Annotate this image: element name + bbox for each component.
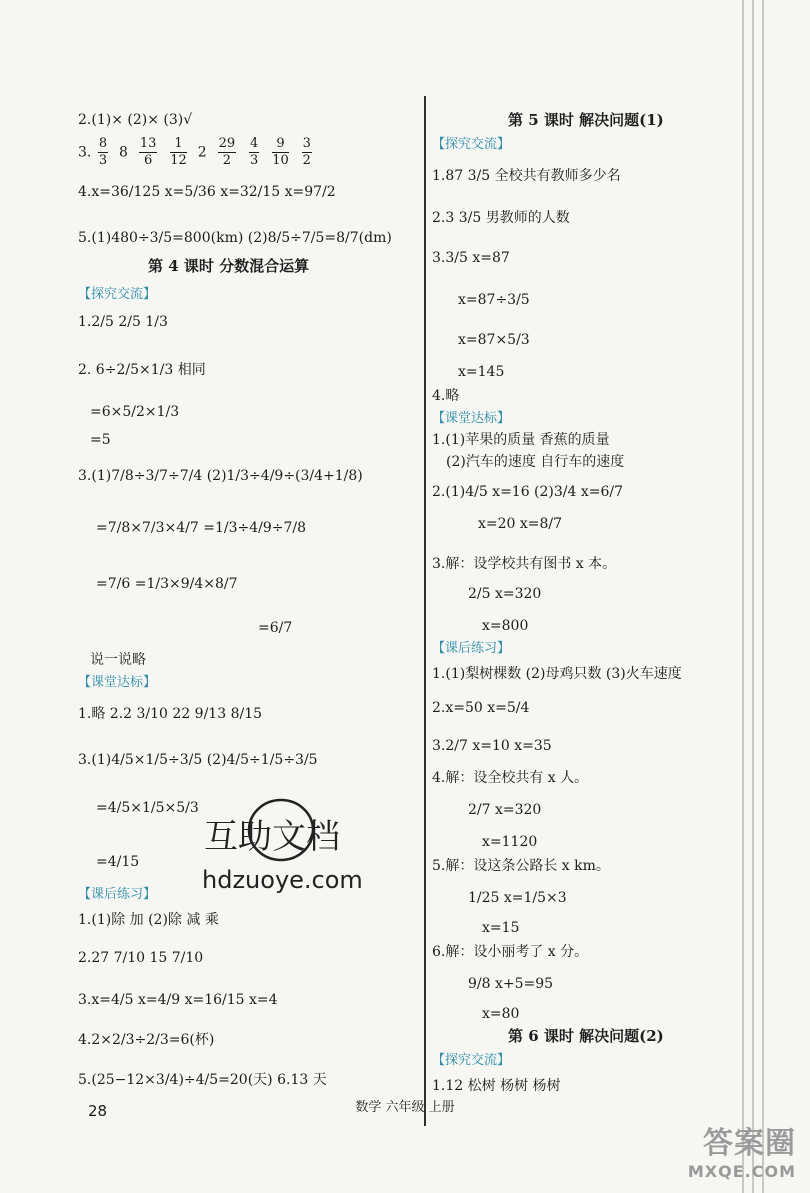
answer-line: 4.x=36/125 x=5/36 x=32/15 x=97/2 — [78, 184, 336, 200]
section-tag: 【课堂达标】 — [432, 411, 511, 426]
watermark-line2: MXQE.COM — [687, 1162, 796, 1181]
answer-line: 3.2/7 x=10 x=35 — [432, 738, 552, 754]
answer-line: 9/8 x+5=95 — [468, 976, 554, 992]
answer-line: x=87×5/3 — [458, 332, 530, 348]
fraction — [98, 136, 108, 169]
answer-line: =7/6 =1/3×9/4×8/7 — [96, 576, 238, 592]
answer-line — [78, 136, 314, 169]
answer-line: =6×5/2×1/3 — [90, 404, 180, 420]
answer-line: 4.略 — [432, 388, 460, 404]
lesson-heading: 第 4 课时 分数混合运算 — [148, 257, 310, 275]
answer-line: 2/7 x=320 — [468, 802, 542, 818]
stamp-line2: hdzuoye.com — [202, 866, 363, 894]
fraction — [302, 136, 312, 169]
answer-line: 5.(1)480÷3/5=800(km) (2)8/5÷7/5=8/7(dm) — [78, 230, 392, 246]
answer-line: 1.87 3/5 全校共有教师多少名 — [432, 168, 621, 184]
answer-line: 3.3/5 x=87 — [432, 250, 510, 266]
answer-line: 1.(1)除 加 (2)除 减 乘 — [78, 912, 219, 928]
answer-line: 2.(1)4/5 x=16 (2)3/4 x=6/7 — [432, 484, 624, 500]
answer-line: x=80 — [482, 1006, 520, 1022]
numerator: 13 — [139, 136, 157, 151]
lesson-heading: 第 5 课时 解决问题(1) — [508, 111, 664, 129]
page-edge — [742, 0, 744, 1193]
denominator: 10 — [272, 153, 289, 168]
answer-line: x=87÷3/5 — [458, 292, 530, 308]
page-footer: 数学 六年级 上册 — [355, 1100, 455, 1115]
stamp-line1: 互助文档 — [204, 817, 340, 857]
numerator: 29 — [218, 136, 236, 151]
answer-line: 2.x=50 x=5/4 — [432, 700, 530, 716]
answer-line: 1.(1)苹果的质量 香蕉的质量 — [432, 432, 610, 448]
answer-line: 3.x=4/5 x=4/9 x=16/15 x=4 — [78, 992, 278, 1008]
answer-line: 1.(1)梨树棵数 (2)母鸡只数 (3)火车速度 — [432, 666, 682, 682]
answer-line: 5.解：设这条公路长 x km。 — [432, 858, 610, 874]
numerator: 1 — [170, 136, 187, 153]
answer-line: 1/25 x=1/5×3 — [468, 890, 567, 906]
lesson-heading: 第 6 课时 解决问题(2) — [508, 1027, 664, 1045]
item-number: 3. — [78, 144, 92, 161]
section-tag: 【课后练习】 — [78, 887, 157, 902]
page-edge — [752, 0, 754, 1193]
denominator: 2 — [222, 153, 231, 168]
denominator: 12 — [170, 153, 187, 168]
answer-line: 2.27 7/10 15 7/10 — [78, 950, 204, 966]
section-tag: 【课堂达标】 — [78, 675, 157, 690]
watermark-line1: 答案圈 — [703, 1126, 796, 1161]
answer-line: 3.解：设学校共有图书 x 本。 — [432, 556, 617, 572]
page-number: 28 — [88, 1102, 108, 1120]
answer-line: =5 — [90, 432, 111, 448]
page-edge — [762, 0, 764, 1193]
answer-line: 2. 6÷2/5×1/3 相同 — [78, 362, 206, 378]
denominator: 2 — [302, 153, 311, 168]
answer-line: 2.3 3/5 男教师的人数 — [432, 210, 570, 226]
answer-line: 1.略 2.2 3/10 22 9/13 8/15 — [78, 706, 263, 722]
answer-line: (2)汽车的速度 自行车的速度 — [446, 454, 625, 470]
answer-line: =4/5×1/5×5/3 — [96, 800, 199, 816]
denominator: 3 — [250, 153, 259, 168]
numerator: 9 — [272, 136, 289, 153]
numerator: 4 — [250, 136, 259, 151]
answer-line: 3.(1)7/8÷3/7÷7/4 (2)1/3÷4/9÷(3/4+1/8) — [78, 468, 363, 484]
section-tag: 【课后练习】 — [432, 641, 511, 656]
answer-line: 说一说略 — [90, 652, 146, 668]
answer-line: x=20 x=8/7 — [478, 516, 563, 532]
fraction — [272, 136, 289, 169]
answer-line: x=800 — [482, 618, 529, 634]
answer-line: x=145 — [458, 364, 505, 380]
section-tag: 【探究交流】 — [432, 137, 511, 152]
value: 2 — [197, 144, 207, 161]
fraction — [139, 136, 158, 169]
answer-line: 3.(1)4/5×1/5÷3/5 (2)4/5÷1/5÷3/5 — [78, 752, 318, 768]
answer-line: 2.(1)× (2)× (3)√ — [78, 112, 193, 128]
denominator: 3 — [98, 153, 108, 168]
watermark — [688, 1118, 796, 1181]
denominator: 6 — [143, 153, 153, 168]
value: 8 — [119, 144, 128, 161]
fraction — [249, 136, 259, 169]
answer-line: 2/5 x=320 — [468, 586, 542, 602]
fraction — [170, 136, 187, 169]
fraction — [218, 136, 237, 169]
answer-line: 1.2/5 2/5 1/3 — [78, 314, 168, 330]
answer-line: 4.解：设全校共有 x 人。 — [432, 770, 589, 786]
answer-line: =6/7 — [258, 620, 293, 636]
answer-line: 4.2×2/3÷2/3=6(杯) — [78, 1032, 215, 1048]
answer-line: =4/15 — [96, 854, 140, 870]
column-divider — [424, 96, 426, 1126]
numerator: 8 — [98, 136, 108, 151]
answer-line: 5.(25−12×3/4)÷4/5=20(天) 6.13 天 — [78, 1072, 327, 1088]
section-tag: 【探究交流】 — [78, 287, 157, 302]
answer-line: x=1120 — [482, 834, 538, 850]
stamp-logo — [196, 790, 366, 900]
numerator: 3 — [302, 136, 311, 151]
section-tag: 【探究交流】 — [432, 1053, 511, 1068]
answer-line: =7/8×7/3×4/7 =1/3÷4/9÷7/8 — [96, 520, 307, 536]
answer-line: 1.12 松树 杨树 杨树 — [432, 1078, 561, 1094]
answer-line: 6.解：设小丽考了 x 分。 — [432, 944, 589, 960]
answer-line: x=15 — [482, 920, 520, 936]
